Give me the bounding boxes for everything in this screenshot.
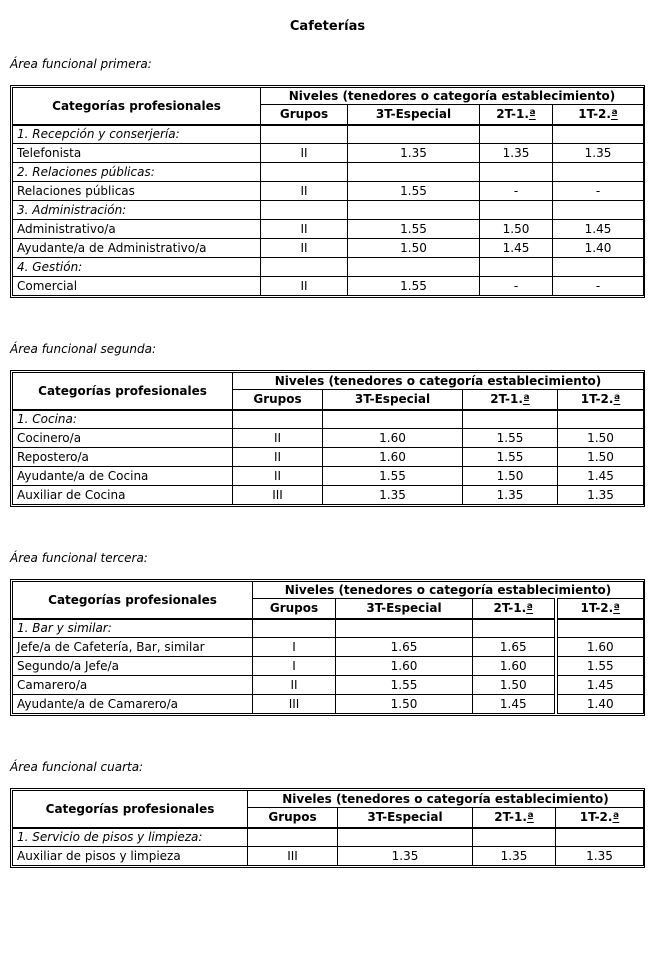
grupo-cell: II: [261, 220, 348, 239]
category-cell: Repostero/a: [13, 448, 233, 467]
ordinal-indicator: ª: [528, 107, 536, 122]
category-cell: 1. Recepción y conserjería:: [13, 125, 261, 144]
value-cell-3t: [338, 828, 473, 847]
header-row-top: [13, 373, 644, 390]
table-row: [13, 144, 644, 163]
value-cell-2t: [480, 201, 553, 220]
value-cell-3t: 1.55: [348, 182, 480, 201]
section-row: [13, 163, 644, 182]
col-header-2t: [473, 808, 556, 828]
value-cell-1t: -: [553, 182, 644, 201]
col-header-1t: [558, 390, 644, 410]
col-header-1t: [556, 808, 644, 828]
category-cell: 2. Relaciones públicas:: [13, 163, 261, 182]
value-cell-3t: [348, 258, 480, 277]
category-cell: 3. Administración:: [13, 201, 261, 220]
col-header-2t-text: 2T-1.: [494, 810, 527, 825]
col-header-1t-text: 1T-2.: [580, 392, 614, 407]
col-header-grupos: Grupos: [261, 105, 348, 125]
table-frame-primera: [10, 85, 645, 298]
col-header-1t-text: 1T-2.: [580, 601, 614, 616]
table-row: [13, 657, 644, 676]
value-cell-1t: [553, 125, 644, 144]
col-header-levels: Niveles (tenedores o categoría establecimiento): [261, 88, 644, 105]
table-frame-segunda: [10, 370, 645, 507]
col-header-3t: 3T-Especial: [336, 599, 473, 619]
value-cell-3t: 1.35: [323, 486, 463, 505]
value-cell-2t: 1.65: [473, 638, 556, 657]
col-header-2t-text: 2T-1.: [496, 107, 529, 122]
value-cell-2t: [480, 125, 553, 144]
value-cell-3t: 1.60: [336, 657, 473, 676]
table-frame-tercera: [10, 579, 645, 716]
value-cell-2t: [480, 163, 553, 182]
table-row: [13, 695, 644, 714]
value-cell-2t: 1.50: [463, 467, 558, 486]
category-cell: 4. Gestión:: [13, 258, 261, 277]
table-row: [13, 239, 644, 258]
grupo-cell: II: [261, 144, 348, 163]
value-cell-2t: 1.55: [463, 429, 558, 448]
category-cell: Auxiliar de Cocina: [13, 486, 233, 505]
page-title: Cafeterías: [289, 19, 366, 34]
col-header-grupos: Grupos: [233, 390, 323, 410]
category-cell: 1. Bar y similar:: [13, 619, 253, 638]
ordinal-indicator: ª: [613, 601, 620, 616]
value-cell-2t: 1.45: [480, 239, 553, 258]
table-row: [13, 448, 644, 467]
value-cell-1t: 1.45: [553, 220, 644, 239]
col-header-levels: Niveles (tenedores o categoría establecimiento): [248, 791, 644, 808]
col-header-2t: [473, 599, 556, 619]
col-header-categories: Categorías profesionales: [13, 373, 233, 410]
col-header-levels: Niveles (tenedores o categoría establecimiento): [253, 582, 644, 599]
value-cell-1t: [558, 410, 644, 429]
area-label-segunda: Área funcional segunda:: [10, 342, 156, 356]
col-header-1t-text: 1T-2.: [579, 810, 613, 825]
value-cell-1t: 1.45: [558, 467, 644, 486]
value-cell-3t: 1.55: [336, 676, 473, 695]
section-row: [13, 258, 644, 277]
ordinal-indicator: ª: [612, 810, 620, 825]
grupo-cell: [233, 410, 323, 429]
value-cell-1t: -: [553, 277, 644, 296]
col-header-3t: 3T-Especial: [338, 808, 473, 828]
table-row: [13, 182, 644, 201]
category-cell: Ayudante/a de Cocina: [13, 467, 233, 486]
col-header-2t: [480, 105, 553, 125]
col-header-2t: [463, 390, 558, 410]
col-header-categories: Categorías profesionales: [13, 791, 248, 828]
value-cell-2t: 1.45: [473, 695, 556, 714]
grupo-cell: II: [261, 277, 348, 296]
header-row-top: [13, 88, 644, 105]
col-header-1t: [556, 599, 644, 619]
area-label-primera: Área funcional primera:: [10, 57, 152, 71]
section-row: [13, 410, 644, 429]
ordinal-indicator: ª: [526, 810, 534, 825]
grupo-cell: [248, 828, 338, 847]
area-label-cuarta: Área funcional cuarta:: [10, 760, 144, 774]
value-cell-2t: 1.60: [473, 657, 556, 676]
category-cell: Relaciones públicas: [13, 182, 261, 201]
category-cell: Segundo/a Jefe/a: [13, 657, 253, 676]
col-header-3t: 3T-Especial: [323, 390, 463, 410]
grupo-cell: I: [253, 657, 336, 676]
grupo-cell: [261, 201, 348, 220]
value-cell-3t: 1.60: [323, 448, 463, 467]
value-cell-2t: 1.50: [473, 676, 556, 695]
table-area-primera: [12, 87, 644, 296]
col-header-categories: Categorías profesionales: [13, 88, 261, 125]
col-header-1t-text: 1T-2.: [578, 107, 611, 122]
table-frame-cuarta: [10, 788, 645, 868]
category-cell: Administrativo/a: [13, 220, 261, 239]
section-row: [13, 828, 644, 847]
value-cell-3t: 1.60: [323, 429, 463, 448]
value-cell-3t: [348, 125, 480, 144]
table-row: [13, 277, 644, 296]
value-cell-3t: 1.55: [348, 277, 480, 296]
category-cell: Cocinero/a: [13, 429, 233, 448]
col-header-2t-text: 2T-1.: [493, 601, 527, 616]
grupo-cell: [253, 619, 336, 638]
value-cell-1t: 1.60: [556, 638, 644, 657]
grupo-cell: II: [233, 429, 323, 448]
value-cell-2t: 1.35: [473, 847, 556, 866]
category-cell: Ayudante/a de Camarero/a: [13, 695, 253, 714]
value-cell-3t: 1.55: [348, 220, 480, 239]
grupo-cell: II: [233, 467, 323, 486]
value-cell-2t: 1.35: [463, 486, 558, 505]
area-label-tercera: Área funcional tercera:: [10, 551, 148, 565]
ordinal-indicator: ª: [610, 107, 618, 122]
grupo-cell: II: [261, 239, 348, 258]
value-cell-1t: 1.35: [553, 144, 644, 163]
value-cell-3t: 1.50: [348, 239, 480, 258]
value-cell-3t: [336, 619, 473, 638]
category-cell: 1. Servicio de pisos y limpieza:: [13, 828, 248, 847]
value-cell-3t: [348, 163, 480, 182]
value-cell-3t: 1.35: [338, 847, 473, 866]
table-area-tercera: [12, 581, 644, 714]
table-row: [13, 467, 644, 486]
value-cell-2t: -: [480, 277, 553, 296]
table-area-cuarta: [12, 790, 644, 866]
section-row: [13, 619, 644, 638]
value-cell-3t: 1.65: [336, 638, 473, 657]
value-cell-2t: [473, 619, 556, 638]
value-cell-1t: [553, 201, 644, 220]
value-cell-2t: 1.50: [480, 220, 553, 239]
value-cell-2t: 1.35: [480, 144, 553, 163]
col-header-grupos: Grupos: [253, 599, 336, 619]
value-cell-1t: [553, 258, 644, 277]
grupo-cell: III: [253, 695, 336, 714]
category-cell: Jefe/a de Cafetería, Bar, similar: [13, 638, 253, 657]
value-cell-3t: [323, 410, 463, 429]
value-cell-1t: 1.50: [558, 429, 644, 448]
ordinal-indicator: ª: [526, 601, 533, 616]
grupo-cell: II: [261, 182, 348, 201]
col-header-1t: [553, 105, 644, 125]
value-cell-1t: [556, 619, 644, 638]
grupo-cell: II: [253, 676, 336, 695]
grupo-cell: [261, 163, 348, 182]
category-cell: Camarero/a: [13, 676, 253, 695]
value-cell-2t: -: [480, 182, 553, 201]
header-row-top: [13, 582, 644, 599]
value-cell-1t: 1.55: [556, 657, 644, 676]
value-cell-3t: 1.35: [348, 144, 480, 163]
grupo-cell: [261, 125, 348, 144]
col-header-grupos: Grupos: [248, 808, 338, 828]
value-cell-1t: 1.50: [558, 448, 644, 467]
table-row: [13, 220, 644, 239]
table-row: [13, 429, 644, 448]
value-cell-2t: [480, 258, 553, 277]
table-row: [13, 847, 644, 866]
section-row: [13, 201, 644, 220]
grupo-cell: III: [233, 486, 323, 505]
value-cell-1t: 1.35: [556, 847, 644, 866]
value-cell-2t: 1.55: [463, 448, 558, 467]
category-cell: Telefonista: [13, 144, 261, 163]
category-cell: Auxiliar de pisos y limpieza: [13, 847, 248, 866]
section-row: [13, 125, 644, 144]
col-header-categories: Categorías profesionales: [13, 582, 253, 619]
ordinal-indicator: ª: [522, 392, 530, 407]
col-header-3t: 3T-Especial: [348, 105, 480, 125]
ordinal-indicator: ª: [613, 392, 621, 407]
table-row: [13, 486, 644, 505]
grupo-cell: II: [233, 448, 323, 467]
category-cell: Comercial: [13, 277, 261, 296]
value-cell-1t: 1.40: [553, 239, 644, 258]
grupo-cell: I: [253, 638, 336, 657]
value-cell-2t: [473, 828, 556, 847]
value-cell-2t: [463, 410, 558, 429]
value-cell-3t: 1.55: [323, 467, 463, 486]
category-cell: 1. Cocina:: [13, 410, 233, 429]
table-area-segunda: [12, 372, 644, 505]
col-header-levels: Niveles (tenedores o categoría establecimiento): [233, 373, 644, 390]
header-row-top: [13, 791, 644, 808]
value-cell-1t: [553, 163, 644, 182]
value-cell-1t: 1.40: [556, 695, 644, 714]
table-row: [13, 676, 644, 695]
value-cell-1t: 1.45: [556, 676, 644, 695]
value-cell-3t: 1.50: [336, 695, 473, 714]
col-header-2t-text: 2T-1.: [490, 392, 523, 407]
grupo-cell: [261, 258, 348, 277]
value-cell-1t: [556, 828, 644, 847]
grupo-cell: III: [248, 847, 338, 866]
table-row: [13, 638, 644, 657]
category-cell: Ayudante/a de Administrativo/a: [13, 239, 261, 258]
value-cell-1t: 1.35: [558, 486, 644, 505]
value-cell-3t: [348, 201, 480, 220]
